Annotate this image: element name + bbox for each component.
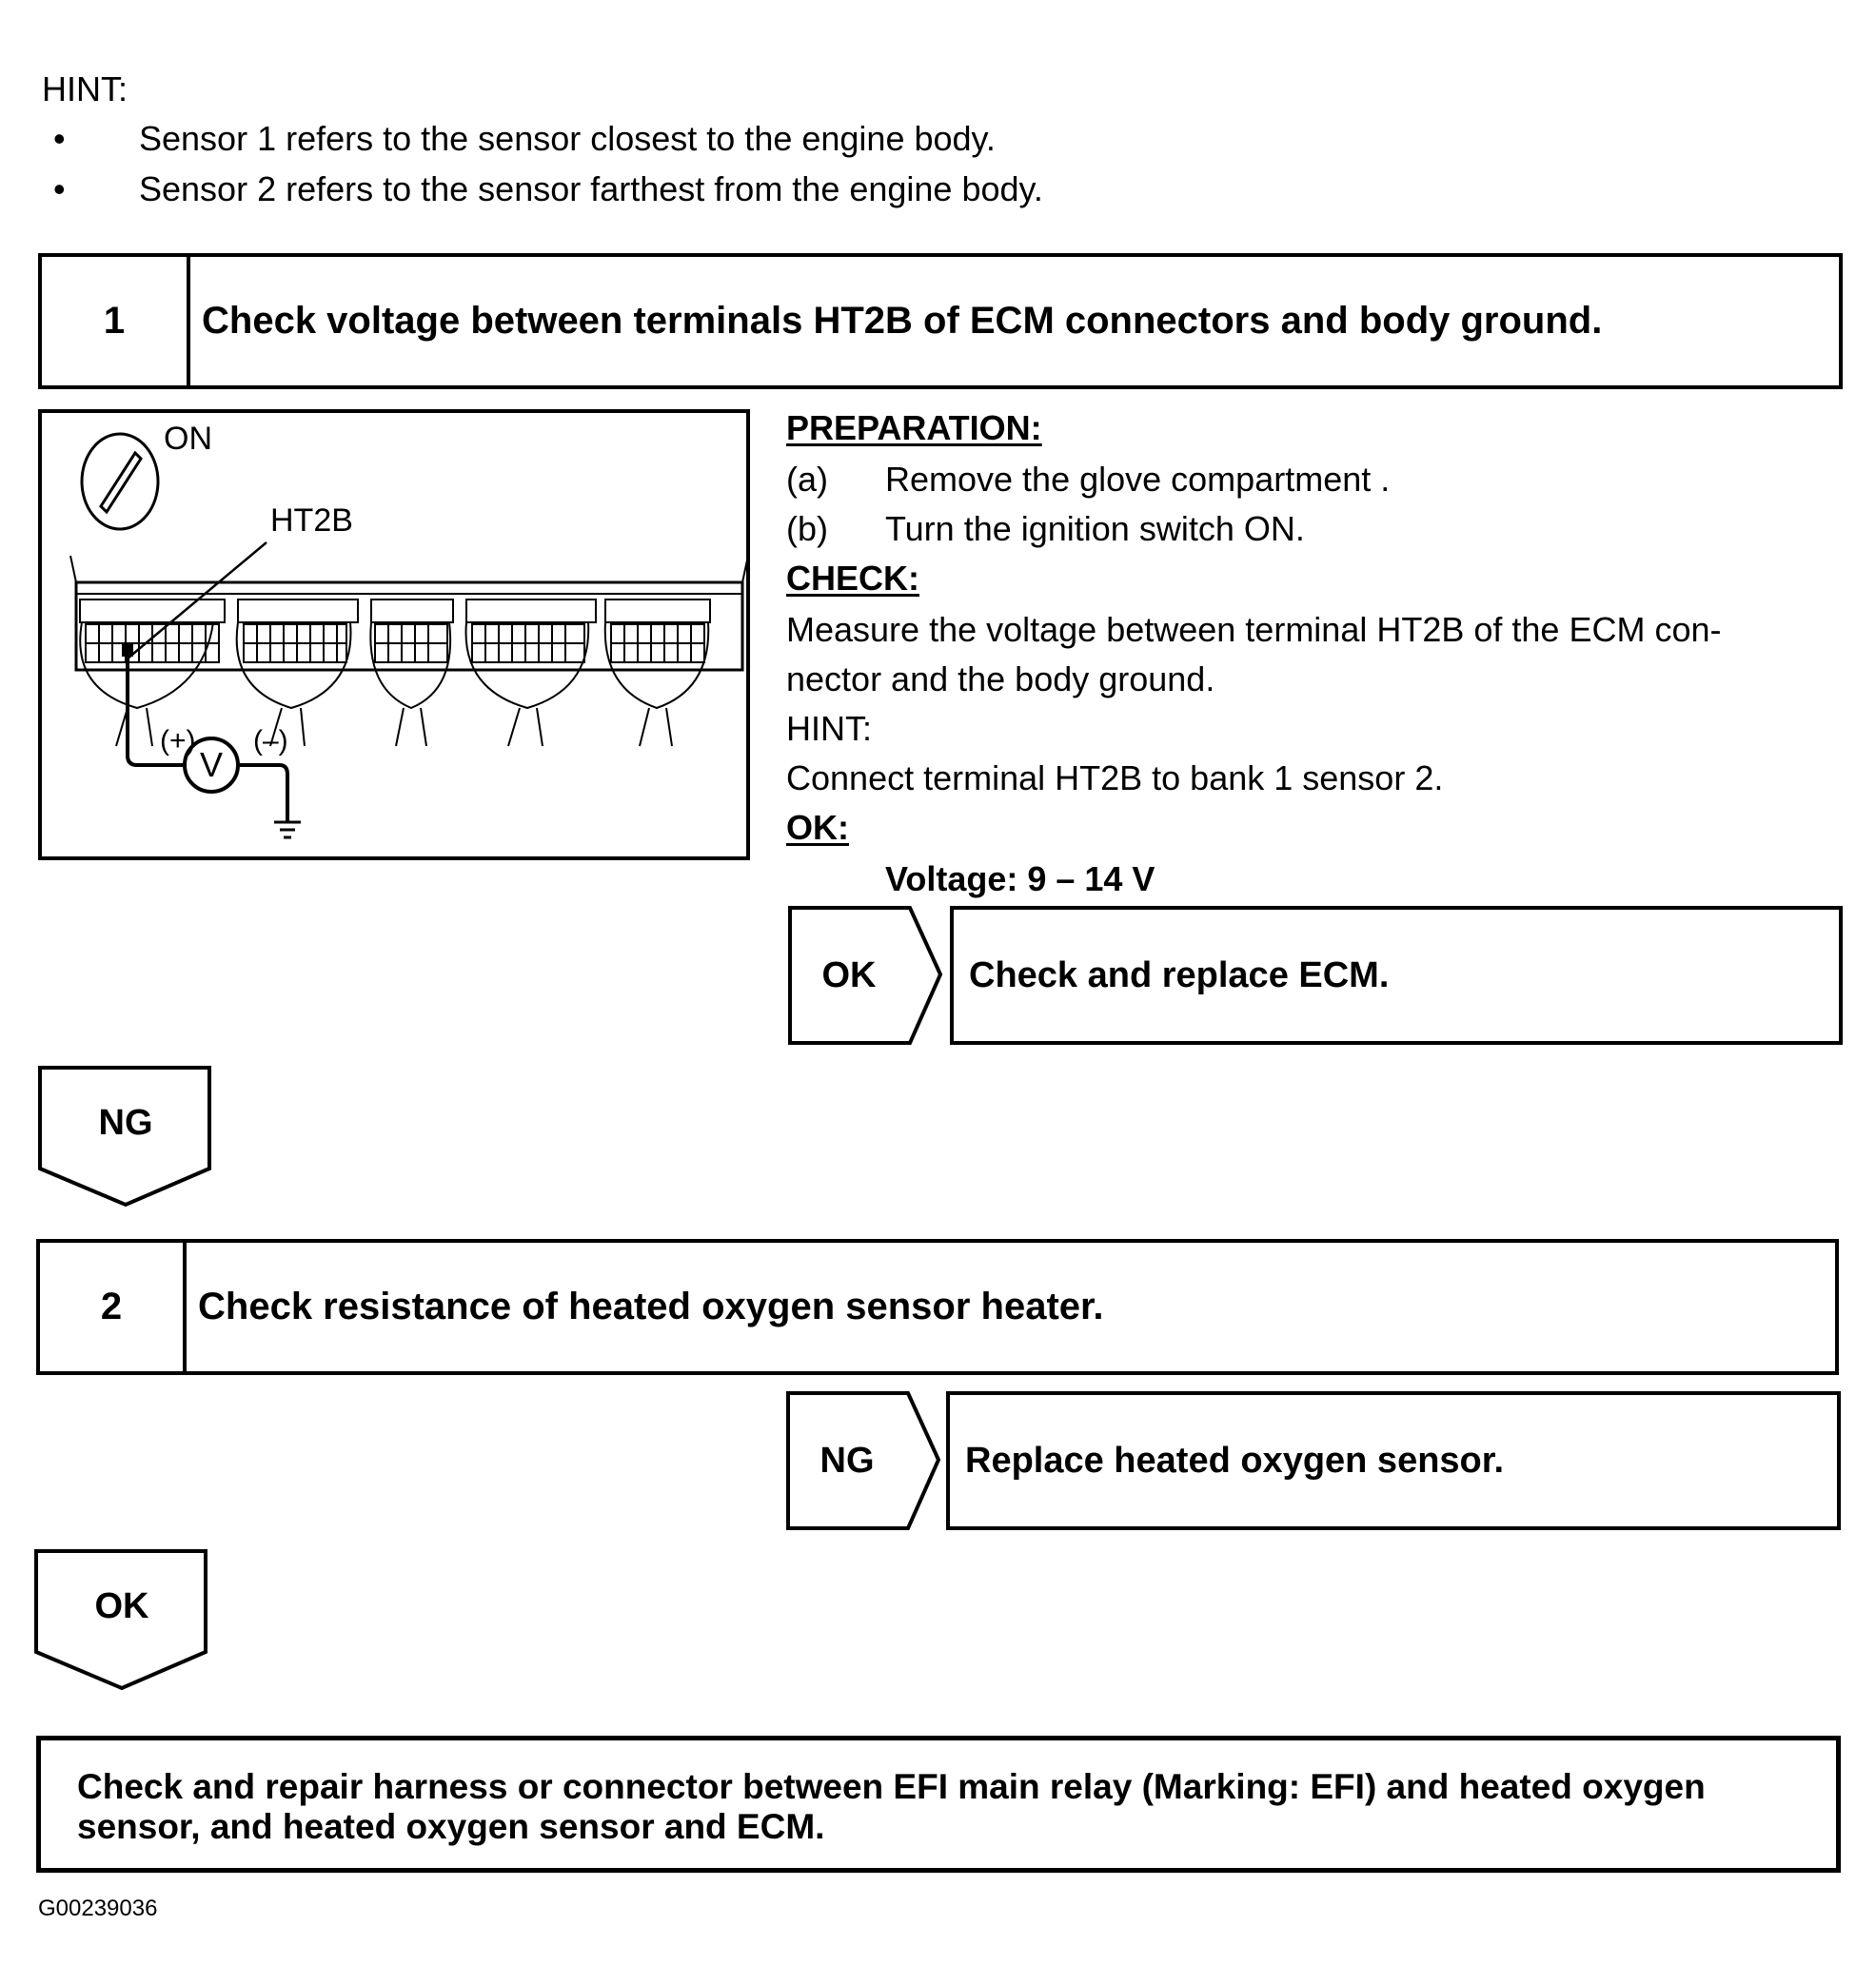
hint-bullet-2: Sensor 2 refers to the sensor farthest from the engine body. bbox=[139, 169, 1043, 208]
hint-bullet-1: Sensor 1 refers to the sensor closest to the engine body. bbox=[139, 119, 996, 158]
step-2-header bbox=[36, 1239, 1839, 1375]
ignition-on-label: ON bbox=[164, 421, 212, 457]
ecm-voltage-diagram bbox=[38, 409, 750, 860]
check-text-line-1: Measure the voltage between terminal HT2B of the ECM con- bbox=[786, 610, 1722, 649]
step-title: Check voltage between terminals HT2B of ECM connectors and body ground. bbox=[202, 300, 1603, 342]
voltmeter-label: V bbox=[199, 745, 223, 784]
step-title: Check resistance of heated oxygen sensor heater. bbox=[198, 1286, 1104, 1327]
ok-spec: Voltage: 9 – 14 V bbox=[885, 859, 1155, 898]
prep-item-b: Turn the ignition switch ON. bbox=[885, 509, 1305, 548]
ng-branch-flag: NG bbox=[820, 1440, 875, 1481]
ok-down-flag: OK bbox=[94, 1585, 149, 1626]
terminal-label: HT2B bbox=[270, 502, 353, 539]
ecm-connector-icon bbox=[42, 413, 746, 856]
preparation-heading: PREPARATION: bbox=[786, 408, 1042, 447]
final-action-box bbox=[36, 1736, 1841, 1873]
step-number: 2 bbox=[40, 1243, 187, 1371]
negative-probe-label: (–) bbox=[253, 725, 288, 757]
positive-probe-label: (+) bbox=[160, 725, 196, 757]
ng-down-flag: NG bbox=[98, 1102, 153, 1143]
ng-result-box: Replace heated oxygen sensor. bbox=[946, 1391, 1841, 1530]
ok-heading: OK: bbox=[786, 808, 849, 847]
hint-label: HINT: bbox=[42, 69, 128, 108]
check-heading: CHECK: bbox=[786, 559, 919, 598]
figure-id: G00239036 bbox=[38, 1896, 158, 1921]
ok-result-box: Check and replace ECM. bbox=[950, 906, 1843, 1045]
bullet-icon: • bbox=[53, 119, 66, 158]
ignition-switch-icon bbox=[82, 434, 158, 529]
ground-icon bbox=[274, 822, 301, 837]
step1-hint-text: Connect terminal HT2B to bank 1 sensor 2. bbox=[786, 758, 1444, 797]
prep-marker-a: (a) bbox=[786, 460, 828, 499]
step1-hint-label: HINT: bbox=[786, 709, 872, 748]
ok-branch-flag: OK bbox=[821, 954, 877, 995]
prep-item-a: Remove the glove compartment . bbox=[885, 460, 1391, 499]
step-number: 1 bbox=[42, 257, 190, 385]
prep-marker-b: (b) bbox=[786, 509, 828, 548]
check-text-line-2: nector and the body ground. bbox=[786, 659, 1215, 698]
bullet-icon: • bbox=[53, 169, 66, 208]
step-1-header bbox=[38, 253, 1843, 389]
final-action-line-1: Check and repair harness or connector between EFI main relay (Marking: EFI) and heated oxygen bbox=[77, 1767, 1706, 1806]
final-action-line-2: sensor, and heated oxygen sensor and ECM. bbox=[77, 1807, 825, 1846]
